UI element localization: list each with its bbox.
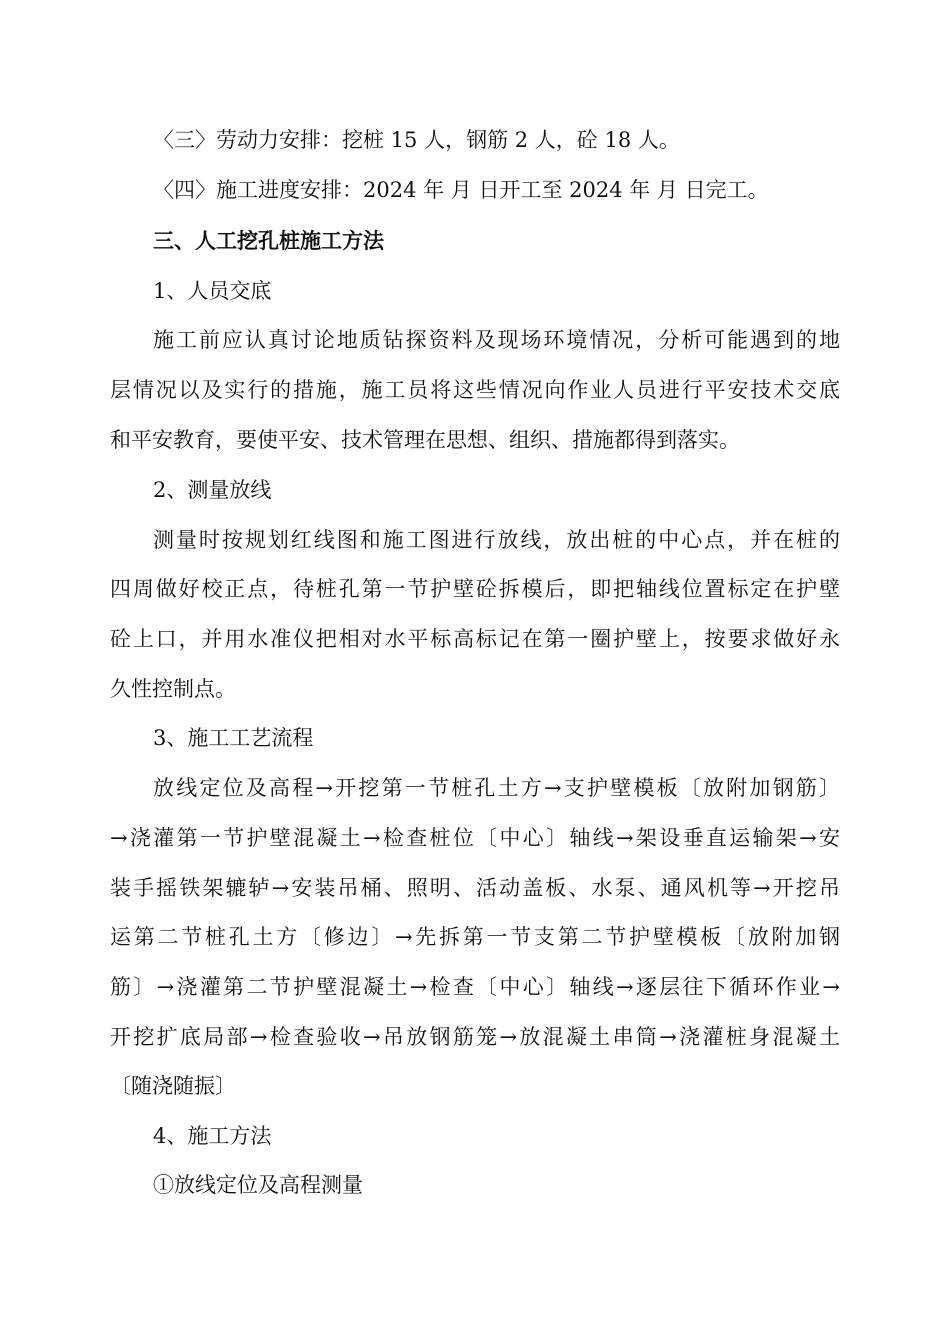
paragraph-3-line: 装手摇铁架辘轳→安装吊桶、照明、活动盖板、水泵、通风机等→开挖吊 <box>110 876 840 900</box>
subheading-4: 4、施工方法 <box>153 1124 272 1148</box>
subheading-4-1: ①放线定位及高程测量 <box>153 1173 363 1197</box>
paragraph-2-line: 久性控制点。 <box>110 677 236 701</box>
section-heading: 三、人工挖孔桩施工方法 <box>153 228 384 253</box>
paragraph-1-line: 施工前应认真讨论地质钻探资料及现场环境情况，分析可能遇到的地 <box>153 328 840 352</box>
subheading-1: 1、人员交底 <box>153 279 272 303</box>
paragraph-2-line: 砼上口，并用水准仪把相对水平标高标记在第一圈护壁上，按要求做好永 <box>110 627 840 651</box>
labor-arrangement: 〈三〉劳动力安排：挖桩 15 人，钢筋 2 人，砼 18 人。 <box>153 128 680 152</box>
schedule-arrangement: 〈四〉施工进度安排：2024 年 月 日开工至 2024 年 月 日完工。 <box>153 178 769 202</box>
paragraph-2-line: 测量时按规划红线图和施工图进行放线，放出桩的中心点，并在桩的 <box>153 528 840 552</box>
paragraph-3-line: 筋〕→浇灌第二节护壁混凝土→检查〔中心〕轴线→逐层往下循环作业→ <box>110 975 840 999</box>
paragraph-3-line: 〔随浇随振〕 <box>110 1074 236 1098</box>
paragraph-3-line: 开挖扩底局部→检查验收→吊放钢筋笼→放混凝土串筒→浇灌桩身混凝土 <box>110 1025 840 1049</box>
paragraph-3-line: 运第二节桩孔土方〔修边〕→先拆第一节支第二节护壁模板〔放附加钢 <box>110 925 840 949</box>
subheading-2: 2、测量放线 <box>153 478 272 502</box>
paragraph-1-line: 和平安教育，要使平安、技术管理在思想、组织、措施都得到落实。 <box>110 428 740 452</box>
paragraph-3-line: →浇灌第一节护壁混凝土→检查桩位〔中心〕轴线→架设垂直运输架→安 <box>110 826 840 850</box>
paragraph-1-line: 层情况以及实行的措施，施工员将这些情况向作业人员进行平安技术交底 <box>110 378 840 402</box>
paragraph-2-line: 四周做好校正点，待桩孔第一节护壁砼拆模后，即把轴线位置标定在护壁 <box>110 577 840 601</box>
paragraph-3-line: 放线定位及高程→开挖第一节桩孔土方→支护壁模板〔放附加钢筋〕 <box>153 776 840 800</box>
subheading-3: 3、施工工艺流程 <box>153 726 314 750</box>
